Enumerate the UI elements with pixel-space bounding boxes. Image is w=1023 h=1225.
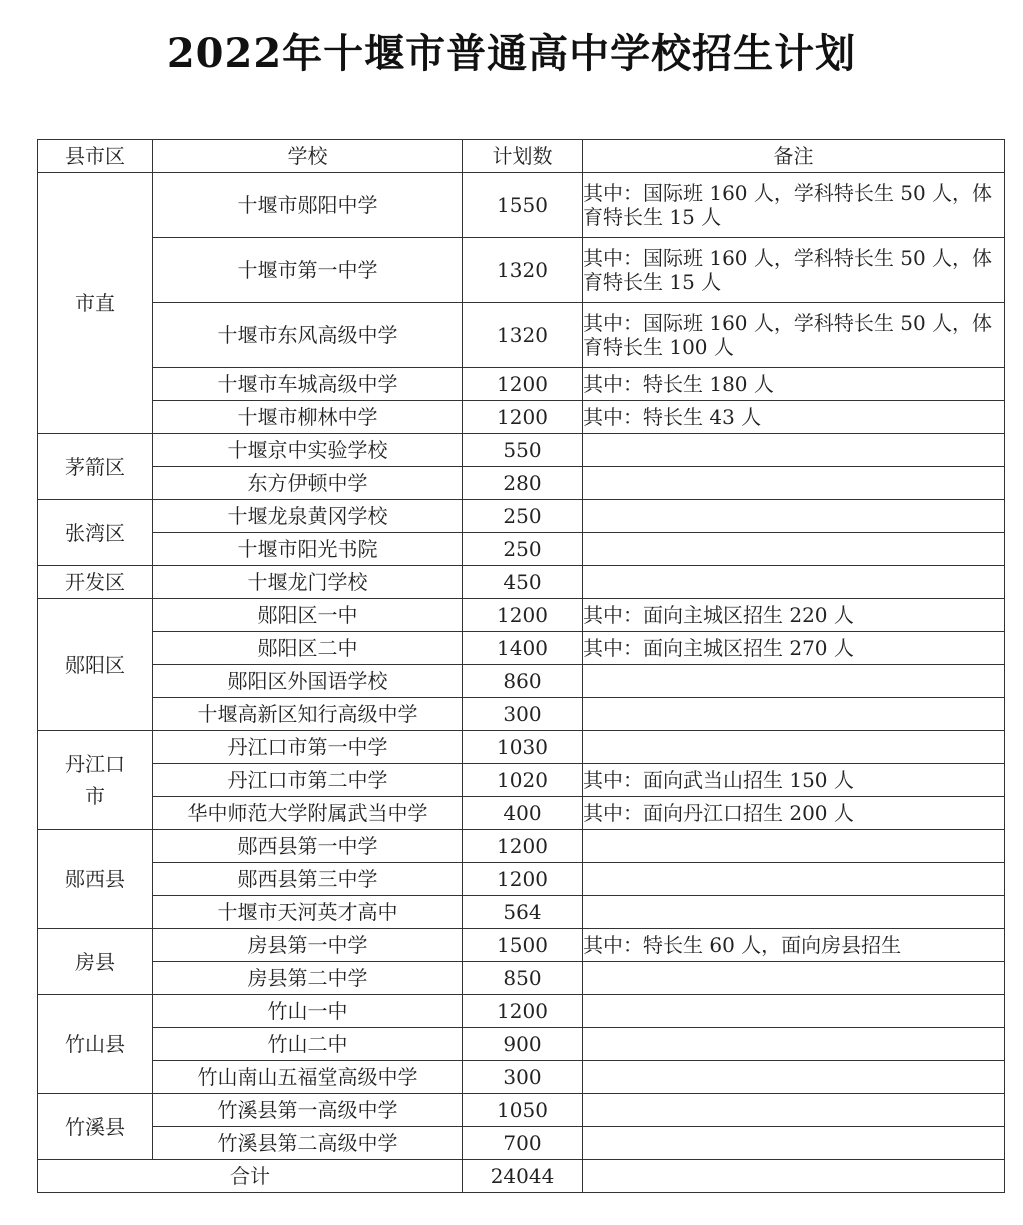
table-header-row xyxy=(38,140,1005,173)
note-cell: 其中：国际班 160 人，学科特长生 50 人，体育特长生 100 人 xyxy=(583,303,1005,368)
note-cell xyxy=(583,962,1005,995)
table-row xyxy=(38,1028,1005,1061)
total-plan: 24044 xyxy=(463,1160,583,1193)
table-row xyxy=(38,698,1005,731)
table-row xyxy=(38,962,1005,995)
plan-cell: 1050 xyxy=(463,1094,583,1127)
school-cell: 十堰京中实验学校 xyxy=(153,434,463,467)
plan-cell: 450 xyxy=(463,566,583,599)
plan-cell: 1320 xyxy=(463,238,583,303)
school-cell: 东方伊顿中学 xyxy=(153,467,463,500)
plan-cell: 250 xyxy=(463,500,583,533)
school-cell: 房县第一中学 xyxy=(153,929,463,962)
plan-cell: 1320 xyxy=(463,303,583,368)
total-row xyxy=(38,1160,1005,1193)
table-row xyxy=(38,368,1005,401)
plan-cell: 1200 xyxy=(463,368,583,401)
school-cell: 郧阳区外国语学校 xyxy=(153,665,463,698)
total-label: 合计 xyxy=(38,1160,463,1193)
table-row xyxy=(38,238,1005,303)
school-cell: 十堰龙门学校 xyxy=(153,566,463,599)
table-row xyxy=(38,1127,1005,1160)
plan-cell: 1400 xyxy=(463,632,583,665)
note-cell xyxy=(583,566,1005,599)
plan-cell: 850 xyxy=(463,962,583,995)
note-cell: 其中：特长生 43 人 xyxy=(583,401,1005,434)
note-cell: 其中：特长生 60 人，面向房县招生 xyxy=(583,929,1005,962)
plan-cell: 1200 xyxy=(463,995,583,1028)
school-cell: 丹江口市第一中学 xyxy=(153,731,463,764)
plan-cell: 300 xyxy=(463,698,583,731)
plan-cell: 1500 xyxy=(463,929,583,962)
table-row xyxy=(38,1061,1005,1094)
table-row xyxy=(38,566,1005,599)
district-cell: 郧阳区 xyxy=(38,599,153,731)
plan-cell: 1550 xyxy=(463,173,583,238)
school-cell: 华中师范大学附属武当中学 xyxy=(153,797,463,830)
note-cell: 其中：国际班 160 人，学科特长生 50 人，体育特长生 15 人 xyxy=(583,173,1005,238)
note-cell xyxy=(583,863,1005,896)
school-cell: 郧西县第一中学 xyxy=(153,830,463,863)
note-cell xyxy=(583,1028,1005,1061)
note-cell xyxy=(583,467,1005,500)
plan-cell: 300 xyxy=(463,1061,583,1094)
plan-cell: 1200 xyxy=(463,863,583,896)
note-cell xyxy=(583,698,1005,731)
header-plan: 计划数 xyxy=(463,140,583,173)
district-cell: 茅箭区 xyxy=(38,434,153,500)
table-row xyxy=(38,173,1005,238)
school-cell: 郧西县第三中学 xyxy=(153,863,463,896)
school-cell: 竹山一中 xyxy=(153,995,463,1028)
note-cell xyxy=(583,1094,1005,1127)
school-cell: 十堰市天河英才高中 xyxy=(153,896,463,929)
district-cell: 竹山县 xyxy=(38,995,153,1094)
table-row xyxy=(38,665,1005,698)
header-school: 学校 xyxy=(153,140,463,173)
district-cell xyxy=(38,731,153,830)
table-row xyxy=(38,830,1005,863)
page-title: 2022年十堰市普通高中学校招生计划 xyxy=(166,30,857,77)
district-cell: 房县 xyxy=(38,929,153,995)
school-cell: 十堰市东风高级中学 xyxy=(153,303,463,368)
school-cell: 郧阳区二中 xyxy=(153,632,463,665)
school-cell: 十堰龙泉黄冈学校 xyxy=(153,500,463,533)
plan-cell: 1020 xyxy=(463,764,583,797)
table-row xyxy=(38,533,1005,566)
plan-cell: 400 xyxy=(463,797,583,830)
table-row xyxy=(38,731,1005,764)
table-row xyxy=(38,797,1005,830)
plan-cell: 1200 xyxy=(463,401,583,434)
note-cell: 其中：面向主城区招生 270 人 xyxy=(583,632,1005,665)
note-cell xyxy=(583,995,1005,1028)
header-district: 县市区 xyxy=(38,140,153,173)
note-cell: 其中：面向武当山招生 150 人 xyxy=(583,764,1005,797)
school-cell: 十堰市第一中学 xyxy=(153,238,463,303)
school-cell: 房县第二中学 xyxy=(153,962,463,995)
district-cell: 张湾区 xyxy=(38,500,153,566)
plan-cell: 250 xyxy=(463,533,583,566)
school-cell: 十堰市阳光书院 xyxy=(153,533,463,566)
table-row xyxy=(38,929,1005,962)
note-cell xyxy=(583,500,1005,533)
table-row xyxy=(38,434,1005,467)
table-row xyxy=(38,467,1005,500)
table-row xyxy=(38,599,1005,632)
plan-cell: 550 xyxy=(463,434,583,467)
note-cell xyxy=(583,533,1005,566)
school-cell: 郧阳区一中 xyxy=(153,599,463,632)
district-cell: 市直 xyxy=(38,173,153,434)
note-cell xyxy=(583,830,1005,863)
school-cell: 十堰高新区知行高级中学 xyxy=(153,698,463,731)
school-cell: 竹山二中 xyxy=(153,1028,463,1061)
plan-cell: 1030 xyxy=(463,731,583,764)
plan-cell: 280 xyxy=(463,467,583,500)
plan-cell: 700 xyxy=(463,1127,583,1160)
note-cell xyxy=(583,1127,1005,1160)
school-cell: 竹溪县第一高级中学 xyxy=(153,1094,463,1127)
table-row xyxy=(38,401,1005,434)
plan-cell: 900 xyxy=(463,1028,583,1061)
table-row xyxy=(38,1094,1005,1127)
table-row xyxy=(38,896,1005,929)
note-cell: 其中：面向丹江口招生 200 人 xyxy=(583,797,1005,830)
district-cell: 开发区 xyxy=(38,566,153,599)
district-label: 丹江口市 xyxy=(65,752,125,808)
school-cell: 十堰市郧阳中学 xyxy=(153,173,463,238)
table-row xyxy=(38,303,1005,368)
school-cell: 竹溪县第二高级中学 xyxy=(153,1127,463,1160)
table-row xyxy=(38,764,1005,797)
district-cell: 郧西县 xyxy=(38,830,153,929)
table-row xyxy=(38,632,1005,665)
header-note: 备注 xyxy=(583,140,1005,173)
district-cell: 竹溪县 xyxy=(38,1094,153,1160)
total-note xyxy=(583,1160,1005,1193)
plan-cell: 860 xyxy=(463,665,583,698)
plan-cell: 1200 xyxy=(463,830,583,863)
note-cell: 其中：国际班 160 人，学科特长生 50 人，体育特长生 15 人 xyxy=(583,238,1005,303)
note-cell xyxy=(583,1061,1005,1094)
note-cell xyxy=(583,896,1005,929)
note-cell: 其中：特长生 180 人 xyxy=(583,368,1005,401)
table-row xyxy=(38,500,1005,533)
table-row xyxy=(38,863,1005,896)
school-cell: 丹江口市第二中学 xyxy=(153,764,463,797)
note-cell xyxy=(583,665,1005,698)
plan-cell: 564 xyxy=(463,896,583,929)
school-cell: 竹山南山五福堂高级中学 xyxy=(153,1061,463,1094)
school-cell: 十堰市柳林中学 xyxy=(153,401,463,434)
note-cell xyxy=(583,731,1005,764)
note-cell xyxy=(583,434,1005,467)
plan-cell: 1200 xyxy=(463,599,583,632)
table-row xyxy=(38,995,1005,1028)
note-cell: 其中：面向主城区招生 220 人 xyxy=(583,599,1005,632)
school-cell: 十堰市车城高级中学 xyxy=(153,368,463,401)
enrollment-plan-table xyxy=(37,139,1005,1193)
